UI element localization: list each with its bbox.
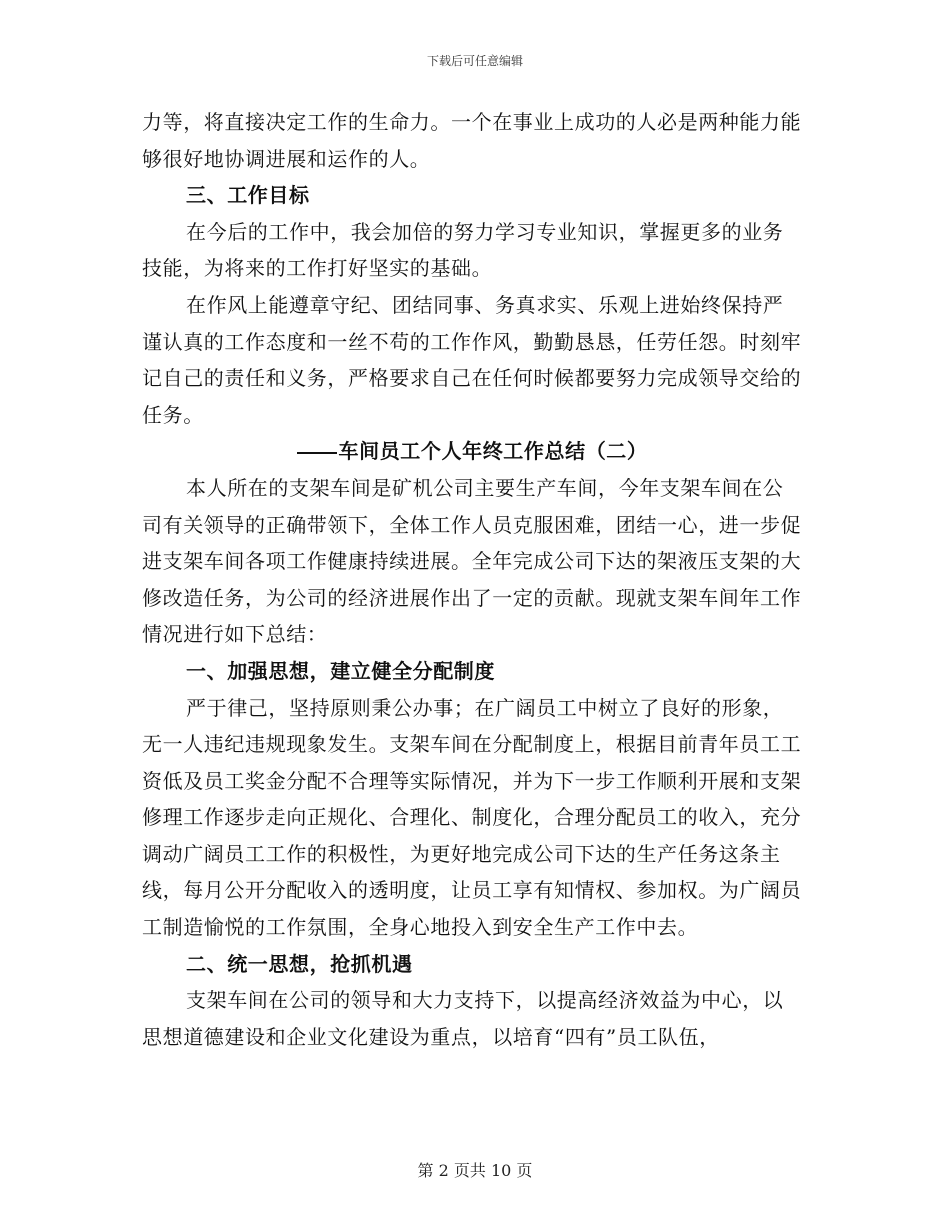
page-footer: 第 2 页共 10 页 — [417, 1161, 533, 1180]
section-heading-thinking-distribution: 一、加强思想，建立健全分配制度 — [186, 658, 495, 683]
paragraph-continuation: 力等，将直接决定工作的生命力。一个在事业上成功的人必是两种能力能够很好地协调进展和运作的人。 — [142, 110, 802, 171]
paragraph-unify: 支架车间在公司的领导和大力支持下，以提高经济效益为中心，以思想道德建设和企业文化建设为重点，以培育“四有”员工队伍， — [142, 988, 784, 1049]
paragraph-distribution: 严于律己，坚持原则秉公办事；在广阔员工中树立了良好的形象，无一人违纪违规现象发生。支架车间在分配制度上，根据目前青年员工工资低及员工奖金分配不合理等实际情况，并为下一步工作顺利开展和支架修理工作逐步走向正规化、合理化、制度化，合理分配员工的收入，充分调动广阔员工工作的积极性，为更好地完成公司下达的生产任务这条主线，每月公开分配收入的透明度，让员工享有知情权、参加权。为广阔员工制造愉悦的工作氛围，全身心地投入到安全生产工作中去。 — [142, 695, 802, 940]
document-body — [142, 104, 802, 1055]
paragraph-goals-conduct: 在作风上能遵章守纪、团结同事、务真求实、乐观上进始终保持严谨认真的工作态度和一丝不苟的工作作风，勤勤恳恳，任劳任怨。时刻牢记自己的责任和义务，严格要求自己在任何时候都要努力完成领导交给的任务。 — [142, 292, 802, 427]
page-header: 下载后可任意编辑 — [426, 54, 523, 68]
paragraph-goals-study: 在今后的工作中，我会加倍的努力学习专业知识，掌握更多的业务技能，为将来的工作打好坚实的基础。 — [142, 219, 784, 281]
title-blank-underline — [297, 432, 337, 454]
document-title-text: 车间员工个人年终工作总结（二） — [338, 439, 648, 464]
section-heading-unify-thinking: 二、统一思想，抢抓机遇 — [186, 951, 413, 976]
document-title — [142, 433, 802, 470]
paragraph-intro: 本人所在的支架车间是矿机公司主要生产车间，今年支架车间在公司有关领导的正确带领下，全体工作人员克服困难，团结一心，进一步促进支架车间各项工作健康持续进展。全年完成公司下达的架液压支架的大修改造任务，为公司的经济进展作出了一定的贡献。现就支架车间年工作情况进行如下总结： — [142, 475, 802, 647]
section-heading-work-goals: 三、工作目标 — [186, 183, 310, 208]
